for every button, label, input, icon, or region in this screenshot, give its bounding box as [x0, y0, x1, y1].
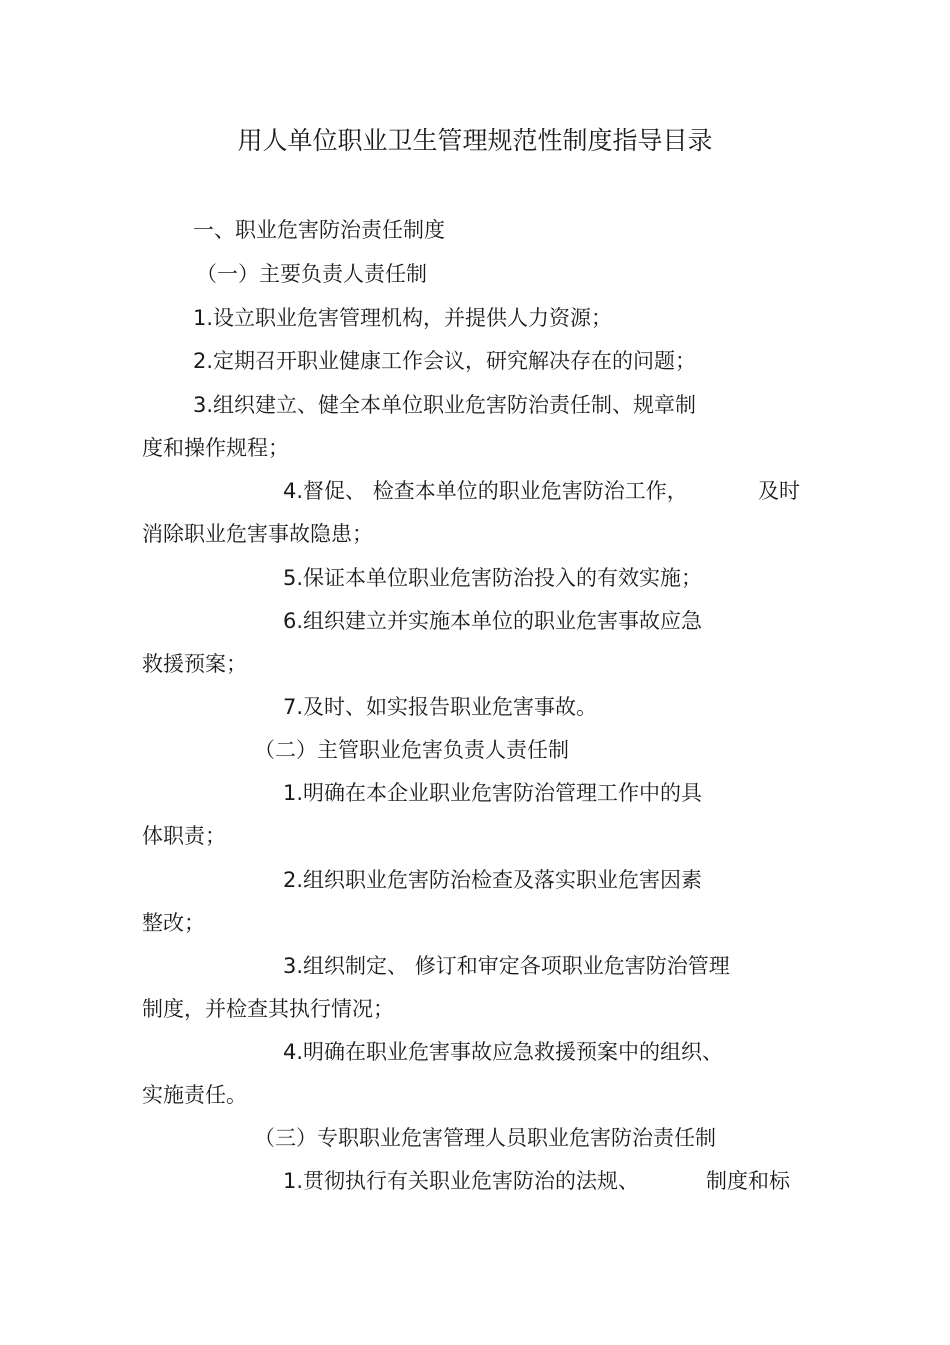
- paragraph-line: 1.贯彻执行有关职业危害防治的法规、: [283, 1169, 640, 1193]
- paragraph-line: 救援预案；: [142, 652, 247, 676]
- paragraph-line: 实施责任。: [142, 1083, 247, 1107]
- subsection-heading-2: （二）主管职业危害负责人责任制: [254, 738, 569, 762]
- paragraph-line: 整改；: [142, 911, 205, 935]
- document-title: 用人单位职业卫生管理规范性制度指导目录: [237, 126, 713, 155]
- paragraph-line: 及时: [758, 479, 800, 503]
- paragraph-line: 1.设立职业危害管理机构，并提供人力资源；: [193, 306, 613, 330]
- paragraph-line: 2.定期召开职业健康工作会议，研究解决存在的问题；: [193, 349, 697, 373]
- paragraph-line: 1.明确在本企业职业危害防治管理工作中的具: [283, 781, 703, 805]
- subsection-heading-1: （一）主要负责人责任制: [196, 262, 427, 286]
- paragraph-line: 2.组织职业危害防治检查及落实职业危害因素: [283, 868, 703, 892]
- paragraph-line: 体职责；: [142, 824, 226, 848]
- paragraph-line: 4.督促、 检查本单位的职业危害防治工作，: [283, 479, 688, 503]
- section-heading: 一、职业危害防治责任制度: [193, 218, 445, 242]
- paragraph-line: 消除职业危害事故隐患；: [142, 522, 373, 546]
- paragraph-line: 6.组织建立并实施本单位的职业危害事故应急: [283, 609, 703, 633]
- paragraph-line: 度和操作规程；: [142, 436, 289, 460]
- subsection-heading-3: （三）专职职业危害管理人员职业危害防治责任制: [254, 1126, 716, 1150]
- paragraph-line: 5.保证本单位职业危害防治投入的有效实施；: [283, 566, 703, 590]
- paragraph-line: 制度，并检查其执行情况；: [142, 997, 394, 1021]
- paragraph-line: 3.组织建立、健全本单位职业危害防治责任制、规章制: [193, 393, 697, 417]
- paragraph-line: 制度和标: [706, 1169, 790, 1193]
- paragraph-line: 4.明确在职业危害事故应急救援预案中的组织、: [283, 1040, 724, 1064]
- paragraph-line: 3.组织制定、 修订和审定各项职业危害防治管理: [283, 954, 730, 978]
- paragraph-line: 7.及时、如实报告职业危害事故。: [283, 695, 598, 719]
